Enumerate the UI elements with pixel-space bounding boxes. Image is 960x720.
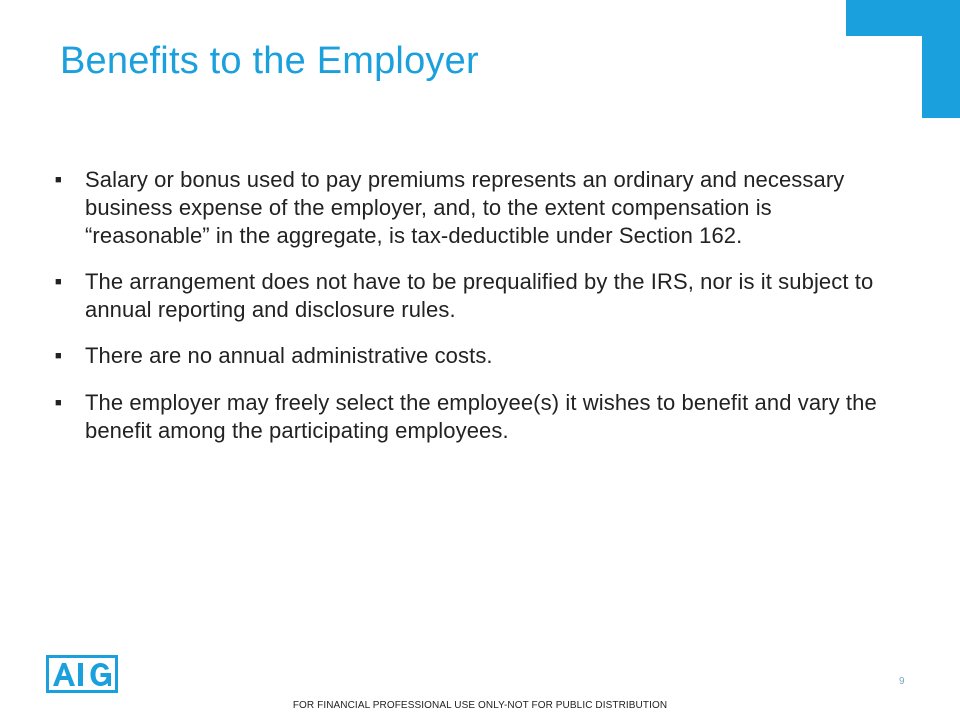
bullet-marker-icon: ■ [55,350,62,362]
bullet-marker-icon: ■ [55,397,62,409]
bullet-text: The arrangement does not have to be prequalified by the IRS, nor is it subject to annual reporting and disclosure rules. [85,269,874,322]
aig-logo [46,655,118,693]
slide-title: Benefits to the Employer [60,40,479,82]
bullet-list [52,166,892,463]
corner-accent-block [922,0,960,118]
bullet-item [52,268,892,324]
bullet-text: The employer may freely select the employee(s) it wishes to benefit and vary the benefit among the participating employees. [85,390,877,443]
footer-disclaimer: FOR FINANCIAL PROFESSIONAL USE ONLY-NOT FOR PUBLIC DISTRIBUTION [292,700,668,711]
bullet-text: Salary or bonus used to pay premiums represents an ordinary and necessary business expense of the employer, and, to the extent compensation is “reasonable” in the aggregate, is tax-deductible under Section 162. [85,167,845,248]
bullet-item [52,166,892,250]
bullet-marker-icon: ■ [55,174,62,186]
bullet-text: There are no annual administrative costs. [85,343,493,368]
bullet-marker-icon: ■ [55,276,62,288]
corner-accent-tab [846,0,922,36]
page-number: 9 [899,676,905,687]
bullet-item [52,389,892,445]
aig-logo-icon [51,660,113,688]
bullet-item [52,342,892,370]
